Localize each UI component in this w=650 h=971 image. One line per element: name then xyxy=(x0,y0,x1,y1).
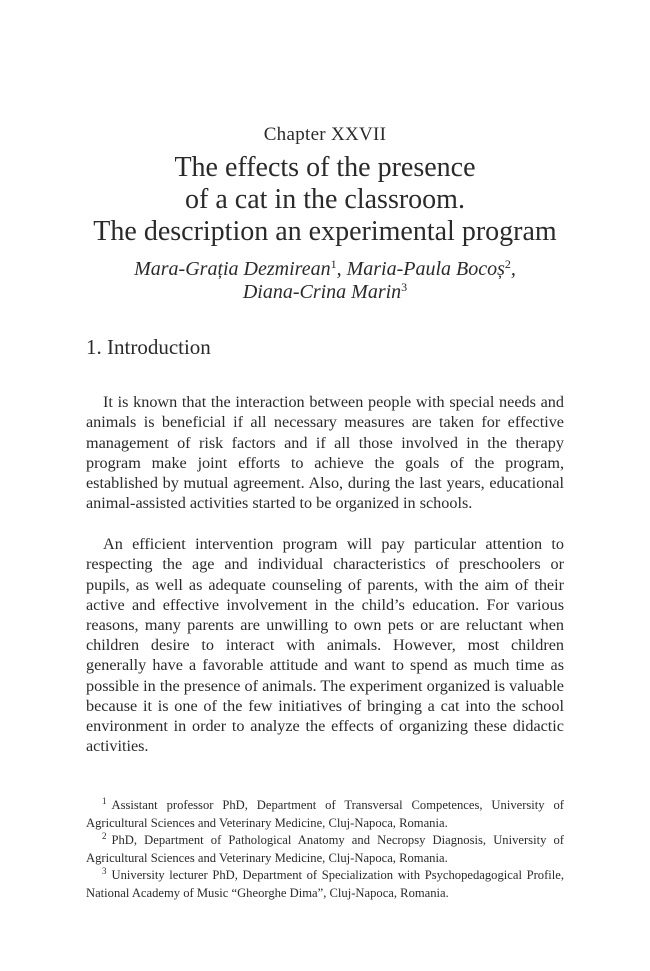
author-name: Mara-Grația Dezmirean xyxy=(134,258,331,280)
authors-line-2 xyxy=(86,279,564,305)
footnote-text: Assistant professor PhD, Department of Transversal Competences, University of Agricultural Sciences and Veterinary Medicine, Cluj-Napoca, Romania. xyxy=(86,798,564,830)
footnote-text: PhD, Department of Pathological Anatomy and Necropsy Diagnosis, University of Agricultural Sciences and Veterinary Medicine, Cluj-Napoca, Romania. xyxy=(86,833,564,865)
body-paragraph: An efficient intervention program will pay particular attention to respecting the age and individual characteristics of preschoolers or pupils, as well as adequate counseling of parents, with the aim of their active and effective involvement in the child’s education. For various reasons, many parents are unwilling to own pets or are reluctant when children desire to interact with animals. However, most children generally have a favorable attitude and want to spend as much time as possible in the presence of animals. The experiment organized is valuable because it is one of the few initiatives of bringing a cat into the school environment in order to analyze the effects of organizing these didactic activities. xyxy=(86,535,564,756)
footnote xyxy=(86,797,564,832)
author-name: Maria-Paula Bocoș xyxy=(346,258,505,280)
author-name: Diana-Crina Marin xyxy=(242,281,402,303)
author-separator: , xyxy=(336,258,347,280)
author-footnote-mark: 1 xyxy=(330,257,337,271)
section-heading: 1. Introduction xyxy=(86,335,211,359)
footnote-text: University lecturer PhD, Department of Specialization with Psychopedagogical Profile, National Academy of Music “Gheorghe Dima”, Cluj-Napoca, Romania. xyxy=(86,868,564,900)
footnote xyxy=(86,832,564,867)
author-footnote-mark: 2 xyxy=(504,257,511,271)
footnote xyxy=(86,867,564,902)
author-footnote-mark: 3 xyxy=(401,280,408,294)
body-paragraph: It is known that the interaction between people with special needs and animals is beneficial if all necessary measures are taken for effective management of risk factors and if all those involved in the therapy program make joint efforts to achieve the goals of the program, established by mutual agreement. Also, during the last years, educational animal-assisted activities started to be organized in schools. xyxy=(86,393,564,513)
chapter-label: Chapter XXVII xyxy=(263,124,387,145)
chapter-title-line-3: The description an experimental program xyxy=(93,216,557,247)
footnote-mark: 2 xyxy=(102,831,107,841)
footnote-mark: 3 xyxy=(102,866,107,876)
chapter-title-line-2: of a cat in the classroom. xyxy=(185,184,465,215)
author-separator: , xyxy=(510,258,516,280)
chapter-title-line-1: The effects of the presence xyxy=(174,152,476,183)
footnotes xyxy=(86,797,564,902)
footnote-mark: 1 xyxy=(102,796,107,806)
